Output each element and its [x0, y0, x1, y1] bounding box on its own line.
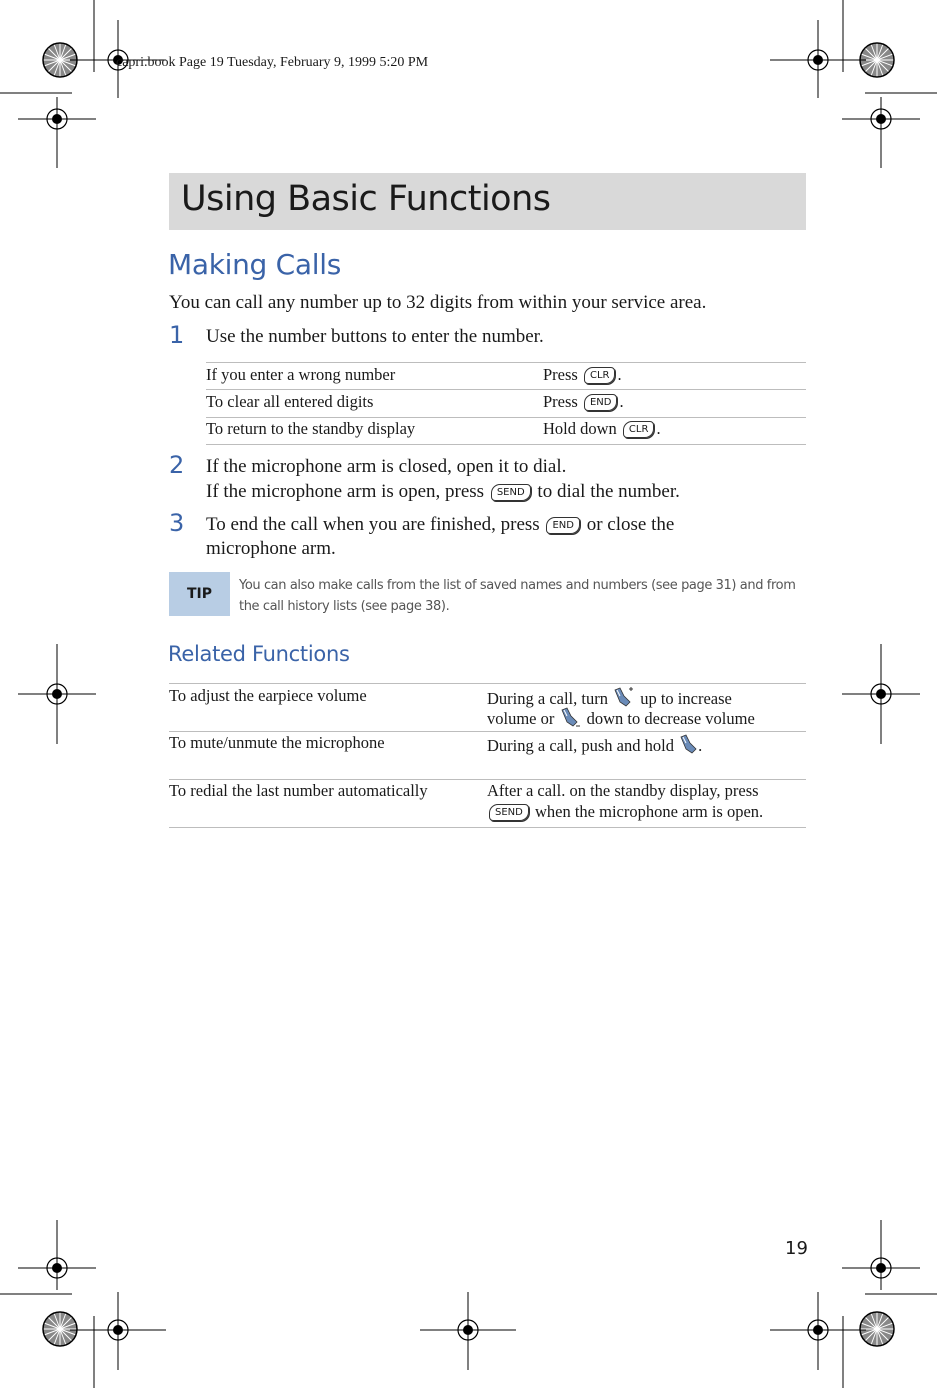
- action-text: Hold down: [543, 419, 617, 438]
- related-task: To mute/unmute the microphone: [169, 733, 385, 752]
- table-cell-action: Press END .: [543, 392, 624, 411]
- print-header: capri.book Page 19 Tuesday, February 9, 1999 5:20 PM: [116, 55, 429, 70]
- volume-jog-down-icon: [559, 706, 583, 728]
- step-3-line2: microphone arm.: [206, 538, 336, 559]
- step-3-line1: [206, 513, 674, 537]
- clr-key-icon: CLR: [584, 367, 616, 384]
- section-intro: You can call any number up to 32 digits from within your service area.: [169, 292, 707, 313]
- step-3-number: 3: [169, 509, 185, 537]
- step-2-number: 2: [169, 451, 185, 479]
- table-cell-condition: If you enter a wrong number: [206, 365, 396, 384]
- step-2-line2: [206, 480, 680, 504]
- action-text: During a call, turn: [487, 689, 608, 708]
- tip-label: TIP: [186, 586, 213, 602]
- action-text: During a call, push and hold: [487, 736, 674, 755]
- related-task: To adjust the earpiece volume: [169, 686, 367, 705]
- related-action-cont: [487, 802, 763, 822]
- table-rule: [169, 683, 806, 684]
- related-task: To redial the last number automatically: [169, 781, 428, 800]
- chapter-banner: [169, 173, 806, 230]
- step-3-text-pre: To end the call when you are finished, press: [206, 514, 540, 535]
- clr-key-icon: CLR: [623, 421, 655, 438]
- action-text: up to increase: [640, 689, 732, 708]
- action-text: Press: [543, 365, 578, 384]
- related-action: After a call. on the standby display, press: [487, 781, 759, 800]
- action-text: when the microphone arm is open.: [534, 802, 764, 821]
- volume-jog-up-icon: [612, 686, 636, 708]
- step-3-text-post: or close the: [586, 514, 675, 535]
- table-cell-action: Press CLR .: [543, 365, 622, 384]
- related-action-cont: [487, 706, 755, 729]
- send-key-icon: SEND: [489, 804, 529, 821]
- action-text: Press: [543, 392, 578, 411]
- table-rule: [206, 389, 806, 390]
- send-key-icon: SEND: [491, 484, 531, 501]
- table-rule: [169, 731, 806, 732]
- end-key-icon: END: [584, 394, 618, 411]
- section-title: Making Calls: [168, 248, 341, 281]
- step-2-text-post: to dial the number.: [537, 481, 680, 502]
- related-action: During a call, push and hold .: [487, 733, 702, 756]
- table-cell-action: Hold down CLR .: [543, 419, 661, 438]
- action-text: volume or: [487, 709, 555, 728]
- tip-text: You can also make calls from the list of saved names and numbers (see page 31) and from the call history lists (see page 38).: [239, 578, 796, 614]
- jog-press-icon: [678, 733, 698, 755]
- table-rule: [169, 827, 806, 828]
- step-2-line1: If the microphone arm is closed, open it to dial.: [206, 456, 567, 477]
- table-rule: [206, 444, 806, 445]
- page-number: 19: [785, 1238, 808, 1259]
- table-cell-condition: To clear all entered digits: [206, 392, 374, 411]
- end-key-icon: END: [546, 517, 580, 534]
- chapter-title: Using Basic Functions: [181, 179, 551, 219]
- table-rule: [169, 779, 806, 780]
- table-rule: [206, 362, 806, 363]
- tip-badge: [169, 572, 230, 616]
- step-2-text-pre: If the microphone arm is open, press: [206, 481, 485, 502]
- table-rule: [206, 417, 806, 418]
- table-cell-condition: To return to the standby display: [206, 419, 416, 438]
- step-1-number: 1: [169, 321, 185, 349]
- related-functions-title: Related Functions: [168, 642, 350, 666]
- step-1-text: Use the number buttons to enter the number.: [206, 326, 544, 347]
- action-text: down to decrease volume: [586, 709, 755, 728]
